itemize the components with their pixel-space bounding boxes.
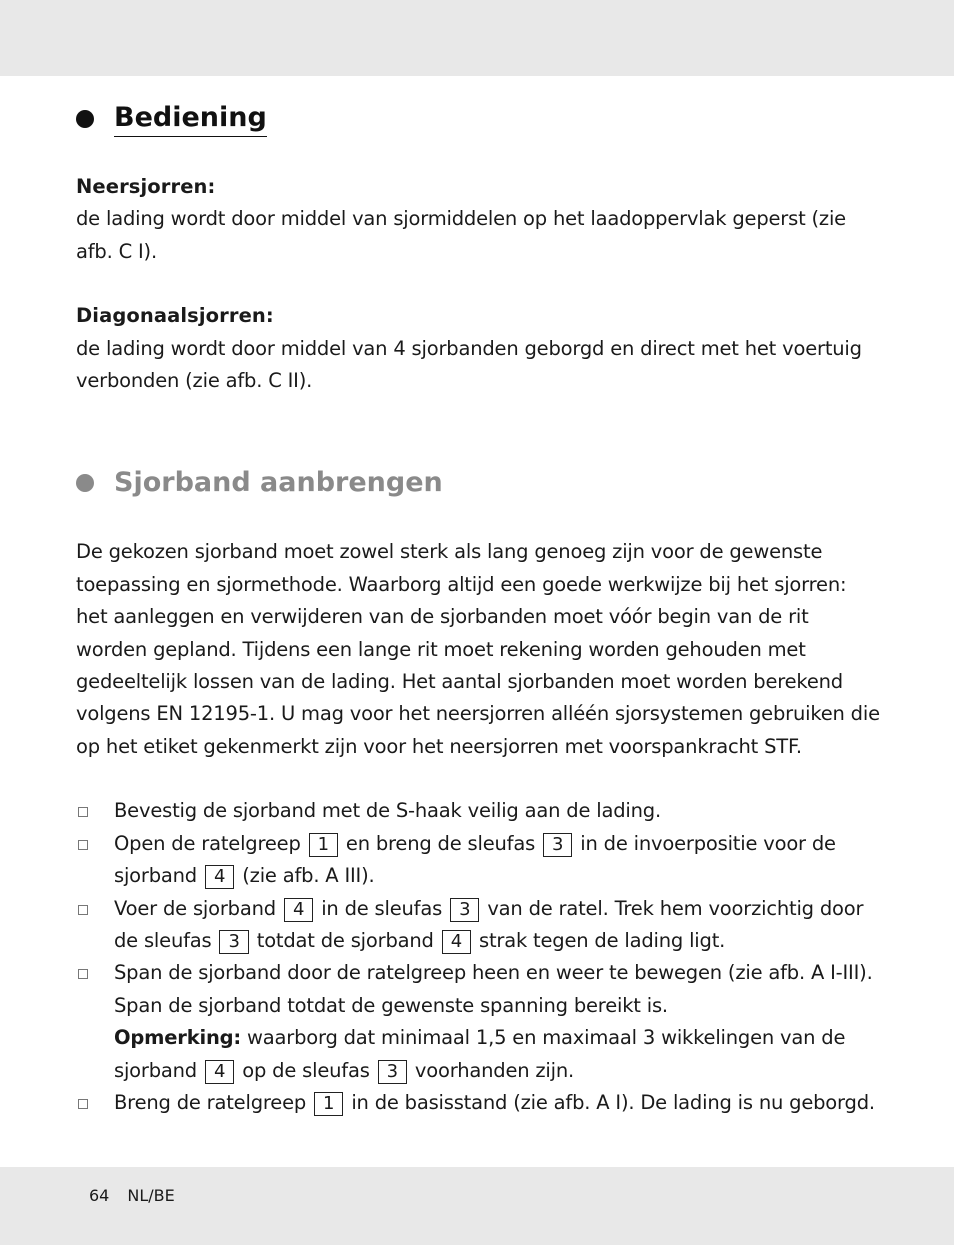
section-title: Sjorband aanbrengen [114, 467, 443, 499]
step-text: Span de sjorband door de ratelgreep heen en weer te bewegen (zie afb. A I-III). Span de sjorband totdat de gewenste spanning bereikt is. [114, 961, 873, 1017]
page-footer [89, 1186, 175, 1205]
step-text: en breng de sleufas [345, 831, 536, 855]
list-item [76, 893, 882, 958]
subsection-title: Neersjorren: [76, 175, 216, 198]
part-reference: 4 [205, 865, 234, 889]
locale-label: NL/BE [127, 1186, 175, 1205]
part-reference: 3 [219, 930, 248, 954]
step-text: in de sleufas [321, 896, 443, 920]
note-label: Opmerking: [114, 1026, 241, 1050]
step-text: van de ratel. Trek hem voorzichtig door de sleufas [114, 896, 864, 952]
part-reference: 3 [378, 1060, 407, 1084]
subsection-text: de lading wordt door middel van sjormiddelen op het laadoppervlak geperst (zie afb. C I). [76, 207, 846, 263]
checkbox-square-icon [78, 840, 88, 850]
page-number: 64 [89, 1186, 110, 1205]
step-text: in de basisstand (zie afb. A I). De lading is nu geborgd. [351, 1090, 875, 1114]
part-reference: 3 [543, 833, 572, 857]
part-reference: 4 [284, 898, 313, 922]
bullet-dot-icon [76, 474, 94, 492]
part-reference: 1 [314, 1092, 343, 1116]
subsection-text: de lading wordt door middel van 4 sjorbanden geborgd en direct met het voertuig verbonden (zie afb. C II). [76, 336, 862, 393]
list-item [76, 1087, 882, 1119]
bullet-dot-icon [76, 110, 94, 128]
checkbox-square-icon [78, 1099, 88, 1109]
part-reference: 4 [442, 930, 471, 954]
step-text: Bevestig de sjorband met de S-haak veilig aan de lading. [114, 799, 661, 823]
list-item [76, 795, 882, 827]
step-text: waarborg dat minimaal 1,5 en maximaal 3 wikkelingen van de sjorband [114, 1026, 846, 1082]
step-text: (zie afb. A III). [242, 864, 375, 888]
header-band [0, 0, 954, 76]
checkbox-square-icon [78, 905, 88, 915]
step-list [76, 795, 882, 1119]
step-text: Voer de sjorband [114, 896, 276, 920]
checkbox-square-icon [78, 969, 88, 979]
section-heading-sjorband [76, 464, 882, 502]
subsection-neersjorren [76, 171, 882, 268]
list-item [76, 828, 882, 893]
step-text: strak tegen de lading ligt. [478, 928, 726, 952]
step-text: Open de ratelgreep [114, 831, 301, 855]
subsection-title: Diagonaalsjorren: [76, 304, 274, 328]
subsection-diagonaalsjorren [76, 300, 882, 397]
part-reference: 3 [450, 898, 479, 922]
part-reference: 1 [309, 833, 338, 857]
list-item [76, 957, 882, 1087]
section-title: Bediening [114, 100, 267, 137]
step-text: op de sleufas [242, 1058, 370, 1082]
section-heading-bediening [76, 100, 882, 137]
step-text: in de invoerpositie voor de sjorband [114, 831, 836, 888]
footer-band [0, 1167, 954, 1245]
checkbox-square-icon [78, 807, 88, 817]
part-reference: 4 [205, 1060, 234, 1084]
step-text: voorhanden zijn. [414, 1058, 575, 1082]
page-content [76, 100, 882, 1119]
step-text: totdat de sjorband [256, 928, 434, 952]
intro-paragraph: De gekozen sjorband moet zowel sterk als lang genoeg zijn voor de gewenste toepassing en sjormethode. Waarborg altijd een goede werkwijze bij het sjorren: het aanleggen en verwijderen van de sjorbanden moet vóór begin van de rit worden gepland. Tijdens een lange rit moet rekening worden gehouden met gedeeltelijk lossen van de lading. Het aantal sjorbanden moet worden berekend volgens EN 12195-1. U mag voor het neersjorren alléén sjorsystemen gebruiken die op het etiket gekenmerkt zijn voor het neersjorren met voorspankracht STF. [76, 540, 880, 758]
step-text: Breng de ratelgreep [114, 1090, 307, 1114]
